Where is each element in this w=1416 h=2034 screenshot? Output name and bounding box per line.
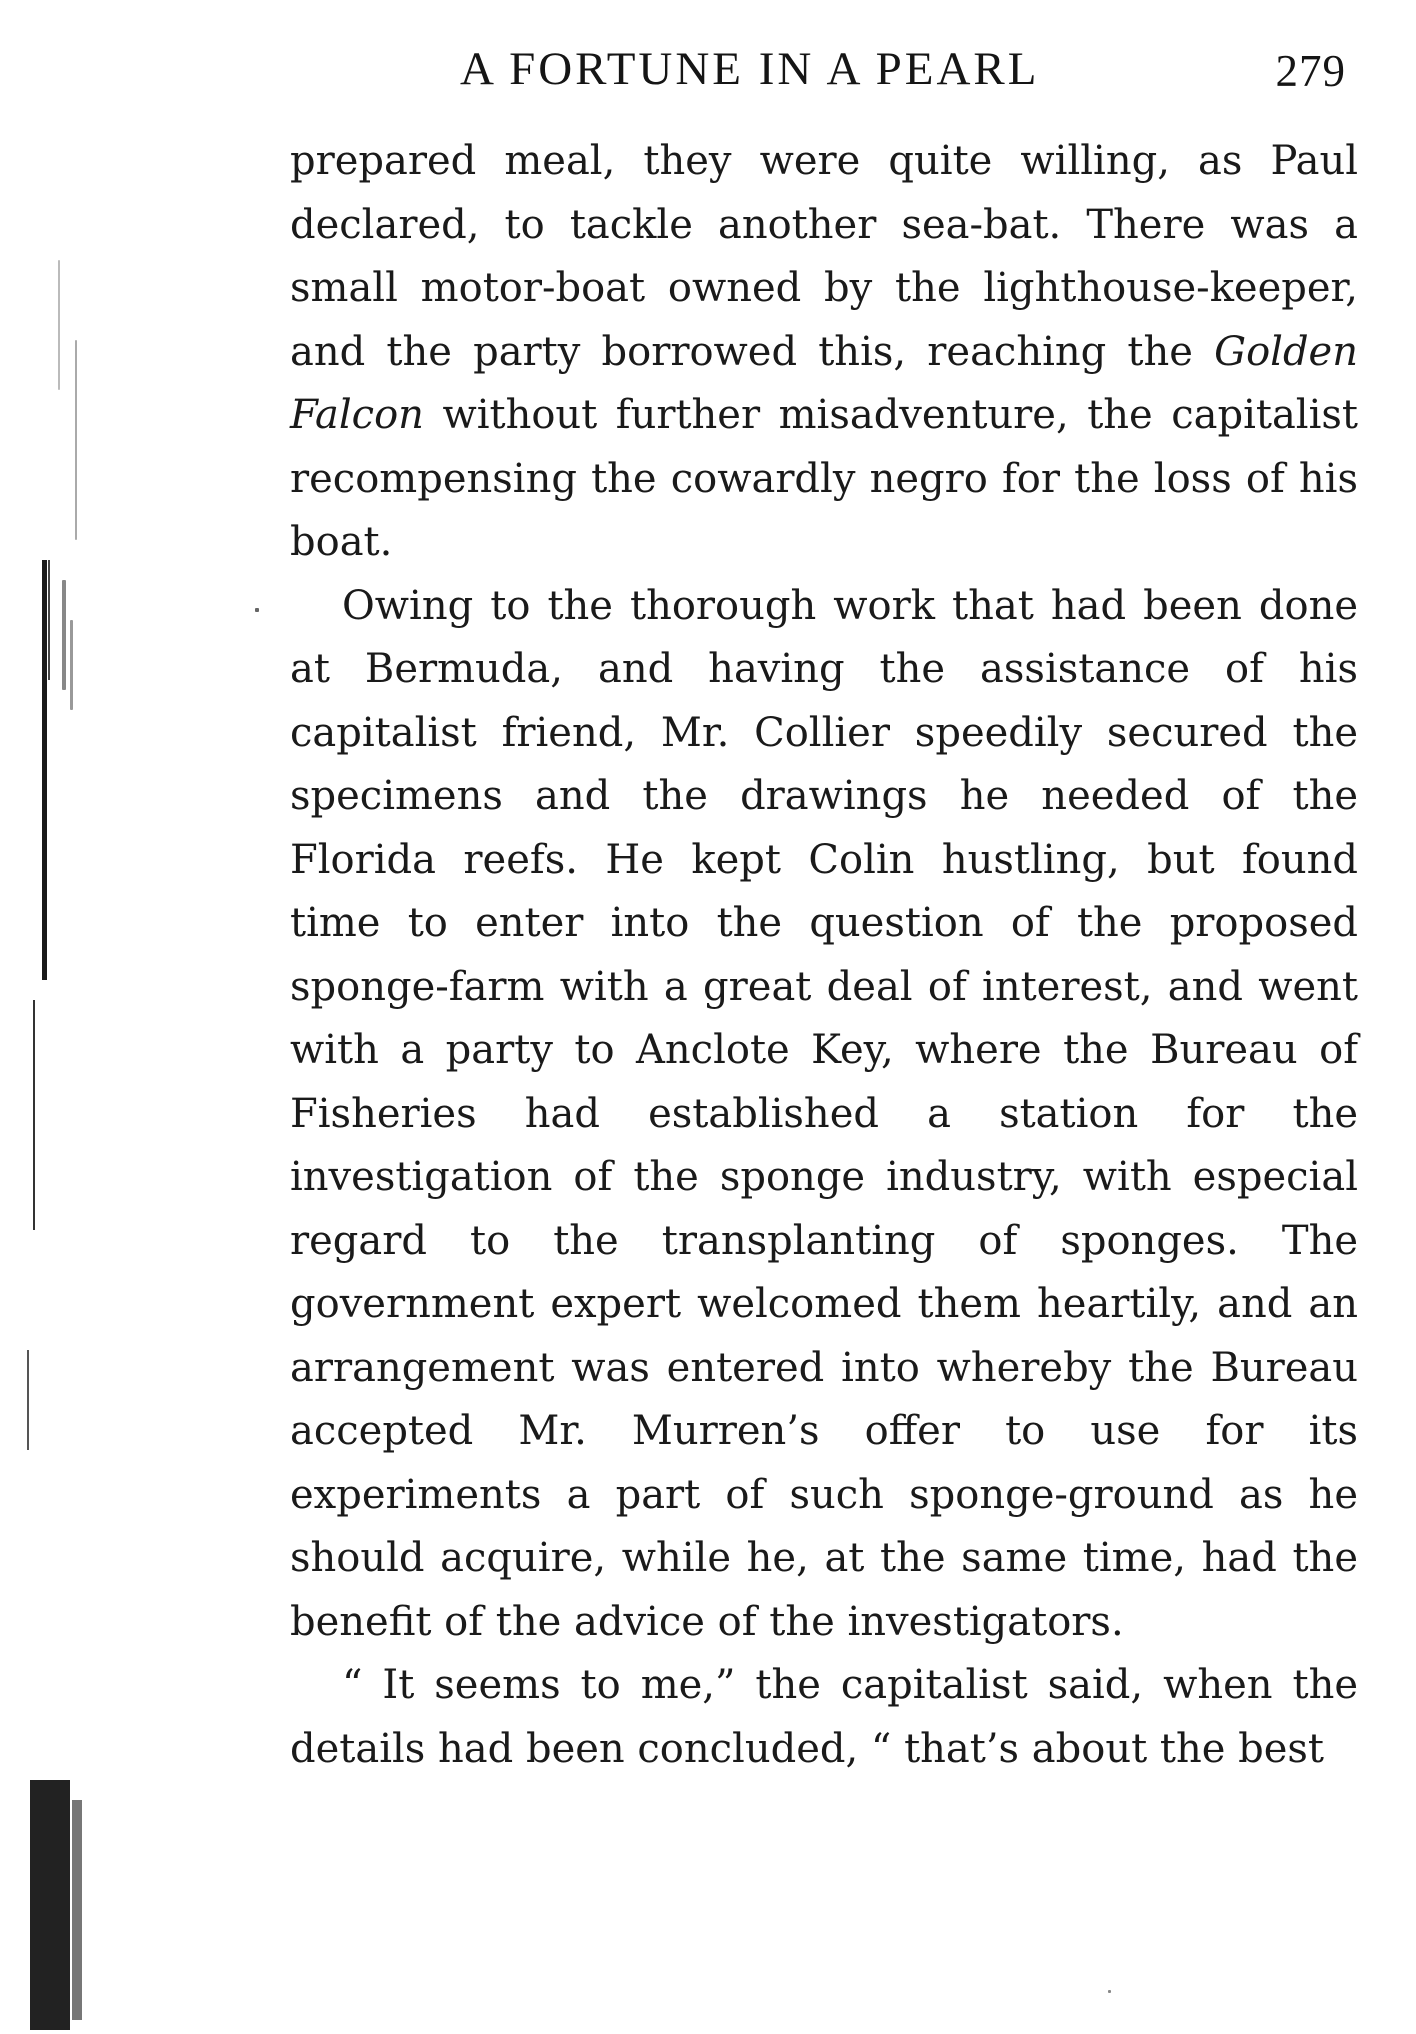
- gutter-speck: [1108, 1990, 1111, 1993]
- body-text: [290, 130, 1358, 1781]
- running-title: A FORTUNE IN A PEARL: [460, 43, 1040, 95]
- gutter-line-lower: [27, 1350, 29, 1450]
- gutter-speck: [58, 260, 60, 390]
- ship-name: Golden Falcon: [290, 328, 1358, 438]
- gutter-shadow-bottom-edge: [72, 1800, 82, 2020]
- paragraph-1-text-end: without further misadventure, the capitalist recompensing the cowardly negro for the loss of his boat.: [290, 392, 1358, 565]
- gutter-shadow-bottom: [30, 1780, 70, 2030]
- gutter-line-upper: [33, 1000, 35, 1230]
- page-number: 279: [1275, 46, 1346, 96]
- paragraph-2: Owing to the thorough work that had been done at Bermuda, and having the assistance of his capitalist friend, Mr. Collier speedily secured the specimens and the drawings he needed of the Florida reefs. He kept Colin hustling, but found time to enter into the question of the proposed sponge-farm with a great deal of interest, and went with a party to Anclote Key, where the Bureau of Fisheries had established a station for the investigation of the sponge industry, with especial regard to the transplanting of sponges. The government expert welcomed them heartily, and an arrangement was entered into whereby the Bureau accepted Mr. Murren’s offer to use for its experiments a part of such sponge-ground as he should acquire, while he, at the same time, had the benefit of the advice of the investigators.: [290, 582, 1358, 1645]
- gutter-shadow-top-thin: [48, 560, 50, 680]
- gutter-shadow-top: [42, 560, 47, 980]
- running-head: [290, 34, 1360, 104]
- gutter-speck: [255, 608, 259, 612]
- gutter-speck: [75, 340, 77, 540]
- paragraph-continued: [290, 130, 1358, 575]
- paragraph-3: “ It seems to me,” the capitalist said, when the details had been concluded, “ that’s about the best: [290, 1662, 1358, 1772]
- gutter-speck: [62, 580, 66, 690]
- paragraph-1-text-start: prepared meal, they were quite willing, as Paul declared, to tackle another sea-bat. There was a small motor-boat owned by the lighthouse-keeper, and the party borrowed this, reaching the: [290, 138, 1358, 375]
- gutter-speck: [70, 620, 73, 710]
